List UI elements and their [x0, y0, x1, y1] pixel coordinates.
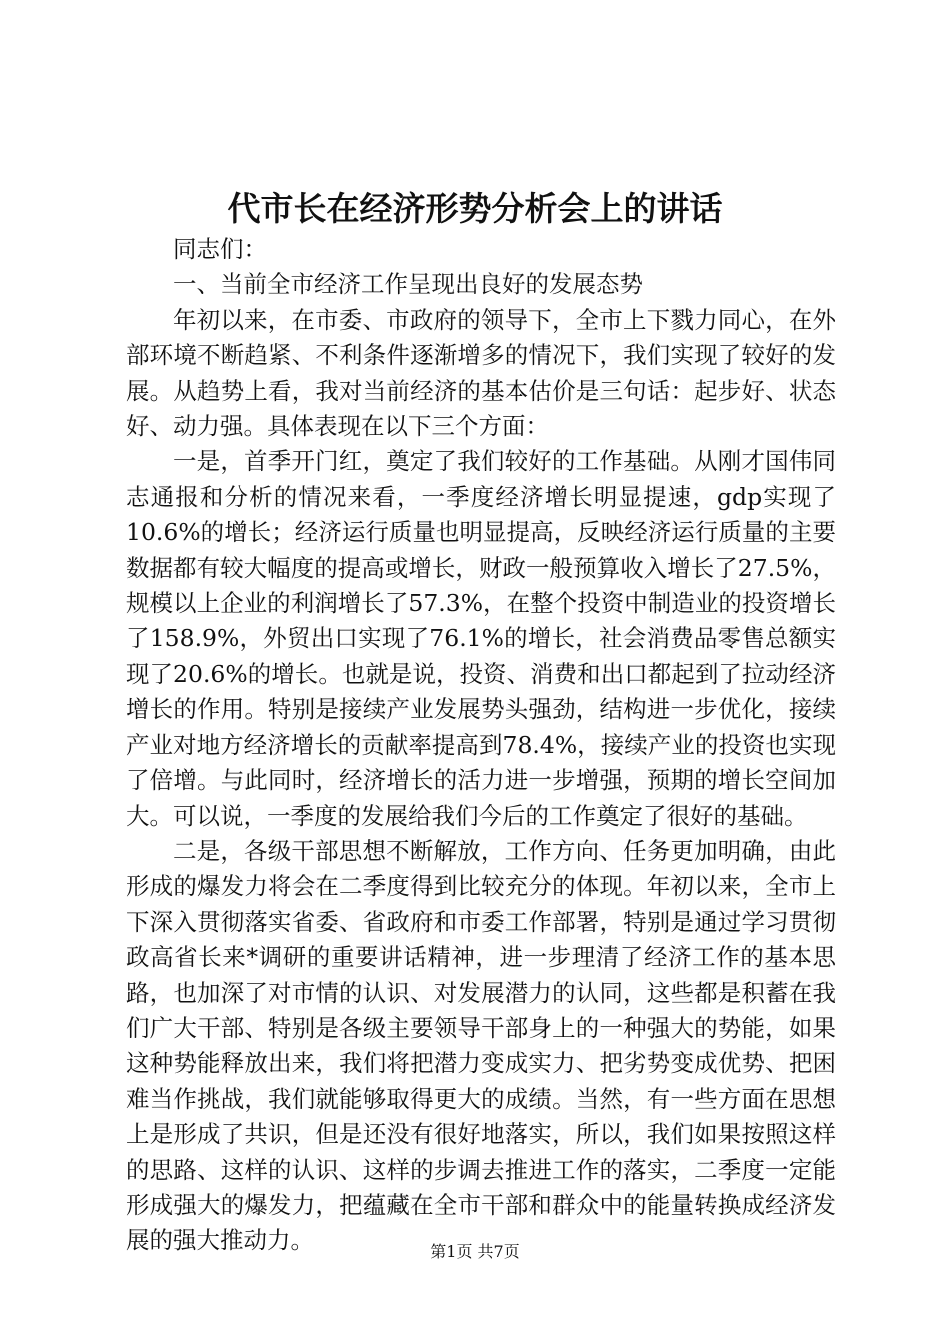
page-indicator: 第1页 共7页 — [430, 1242, 520, 1261]
section-heading: 一、当前全市经济工作呈现出良好的发展态势 — [173, 270, 643, 299]
body-paragraph: 年初以来，在市委、市政府的领导下，全市上下戮力同心，在外部环境不断趋紧、不利条件逐渐增多的情况下，我们实现了较好的发展。从趋势上看，我对当前经济的基本估价是三句话：起步好、状态好、动力强。具体表现在以下三个方面： — [126, 305, 836, 441]
salutation-paragraph: 同志们： — [173, 235, 267, 263]
body-paragraph: 一是，首季开门红，奠定了我们较好的工作基础。从刚才国伟同志通报和分析的情况来看，一季度经济增长明显提速，gdp实现了10.6%的增长；经济运行质量也明显提高，反映经济运行质量的主要数据都有较大幅度的提高或增长，财政一般预算收入增长了27.5%，规模以上企业的利润增长了57.3%，在整个投资中制造业的投资增长了158.9%，外贸出口实现了76.1%的增长，社会消费品零售总额实现了20.6%的增长。也就是说，投资、消费和出口都起到了拉动经济增长的作用。特别是接续产业发展势头强劲，结构进一步优化，接续产业对地方经济增长的贡献率提高到78.4%，接续产业的投资也实现了倍增。与此同时，经济增长的活力进一步增强，预期的增长空间加大。可以说，一季度的发展给我们今后的工作奠定了很好的基础。 — [126, 447, 836, 830]
body-paragraph: 二是，各级干部思想不断解放，工作方向、任务更加明确，由此形成的爆发力将会在二季度得到比较充分的体现。年初以来，全市上下深入贯彻落实省委、省政府和市委工作部署，特别是通过学习贯彻政高省长来*调研的重要讲话精神，进一步理清了经济工作的基本思路，也加深了对市情的认识、对发展潜力的认同，这些都是积蓄在我们广大干部、特别是各级主要领导干部身上的一种强大的势能，如果这种势能释放出来，我们将把潜力变成实力、把劣势变成优势、把困难当作挑战，我们就能够取得更大的成绩。当然，有一些方面在思想上是形成了共识，但是还没有很好地落实，所以，我们如果按照这样的思路、这样的认识、这样的步调去推进工作的落实，二季度一定能形成强大的爆发力，把蕴藏在全市干部和群众中的能量转换成经济发展的强大推动力。 — [126, 836, 836, 1255]
document-title: 代市长在经济形势分析会上的讲话 — [227, 189, 723, 228]
document-body — [126, 232, 836, 1259]
